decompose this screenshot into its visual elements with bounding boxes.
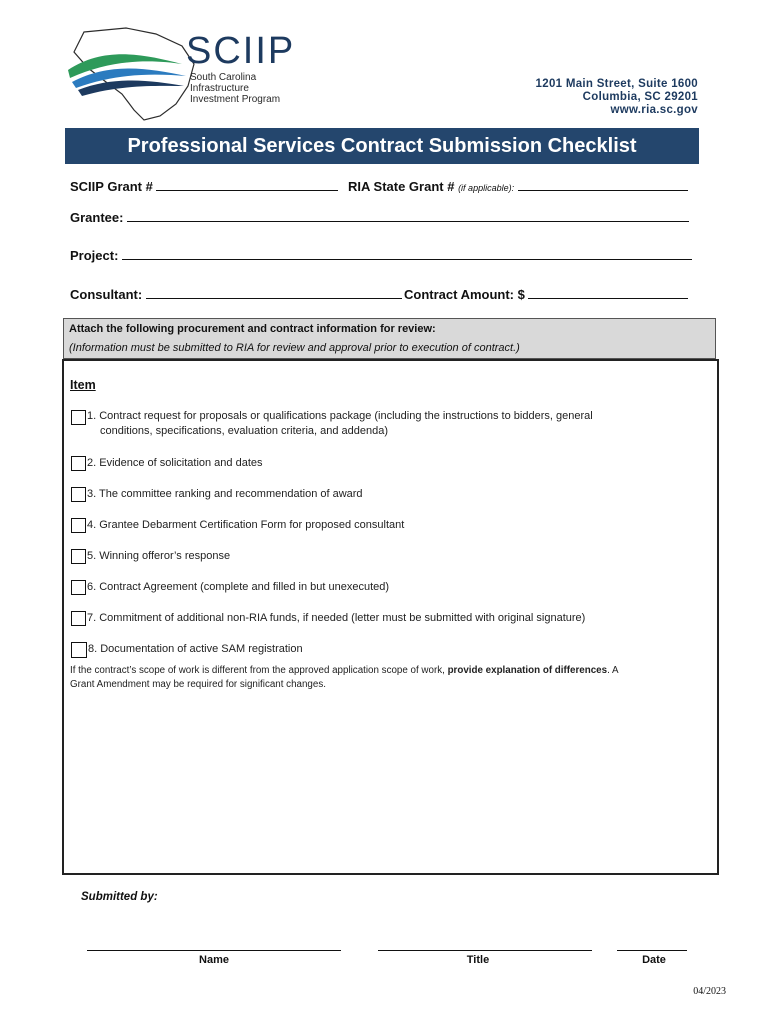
address-block — [536, 78, 698, 117]
date-label: Date — [642, 954, 666, 966]
item-6-checkbox[interactable] — [71, 580, 86, 595]
address-street: 1201 Main Street, Suite 1600 — [535, 78, 698, 90]
sciip-grant-line[interactable] — [156, 178, 338, 191]
grantee-line[interactable] — [127, 209, 689, 222]
ria-grant-line[interactable] — [518, 178, 688, 191]
item-8-label: 8. Documentation of active SAM registration — [88, 643, 303, 655]
submitted-by-label: Submitted by: — [81, 891, 158, 903]
item-4-label: 4. Grantee Debarment Certification Form for proposed consultant — [87, 519, 405, 531]
item-3-label: 3. The committee ranking and recommendation of award — [87, 488, 363, 500]
attach-note: (Information must be submitted to RIA for review and approval prior to execution of contract.) — [69, 342, 520, 354]
title-label: Title — [466, 954, 490, 966]
sciip-grant-field[interactable]: SCIIP Grant # — [70, 178, 338, 194]
revision-date: 04/2023 — [693, 986, 726, 997]
address-city: Columbia, SC 29201 — [582, 91, 698, 103]
logo-wordmark: SCIIP — [186, 30, 296, 72]
project-line[interactable] — [122, 247, 692, 260]
item-8-checkbox[interactable] — [71, 642, 87, 658]
page-title: Professional Services Contract Submission Checklist — [65, 128, 699, 164]
item-2-checkbox[interactable] — [71, 456, 86, 471]
contract-amount-line[interactable] — [528, 286, 688, 299]
item-7-label: 7. Commitment of additional non-RIA funds, if needed (letter must be submitted with original signature) — [87, 612, 586, 624]
date-signature-line[interactable] — [617, 950, 687, 951]
logo-subtitle: South Carolina Infrastructure Investment Program — [190, 72, 281, 105]
item-5-label: 5. Winning offeror’s response — [87, 550, 231, 562]
grantee-field[interactable]: Grantee: — [70, 209, 689, 225]
address-website[interactable]: www.ria.sc.gov — [610, 104, 698, 116]
consultant-line[interactable] — [146, 286, 402, 299]
title-signature-line[interactable] — [378, 950, 592, 951]
name-signature-line[interactable] — [87, 950, 341, 951]
item-1-label: 1. Contract request for proposals or qualifications package (including the instructions to bidders, general conditions, specifications, evaluation criteria, and addenda) — [87, 410, 593, 437]
consultant-field[interactable]: Consultant: — [70, 286, 402, 302]
item-4-checkbox[interactable] — [71, 518, 86, 533]
item-2-label: 2. Evidence of solicitation and dates — [87, 457, 263, 469]
item-7-checkbox[interactable] — [71, 611, 86, 626]
item-1-checkbox[interactable] — [71, 410, 86, 425]
item-heading: Item — [70, 378, 96, 392]
item-3-checkbox[interactable] — [71, 487, 86, 502]
item-6-label: 6. Contract Agreement (complete and filled in but unexecuted) — [87, 581, 390, 593]
scope-change-note: If the contract’s scope of work is different from the approved application scope of work, provide explanation of differences. A Grant Amendment may be required for significant changes. — [70, 665, 618, 690]
name-label: Name — [199, 954, 229, 966]
attach-instructions — [63, 318, 716, 359]
contract-amount-field[interactable]: Contract Amount: $ — [404, 286, 688, 302]
attach-heading: Attach the following procurement and contract information for review: — [69, 323, 436, 335]
item-5-checkbox[interactable] — [71, 549, 86, 564]
project-field[interactable]: Project: — [70, 247, 692, 263]
ria-grant-field[interactable]: RIA State Grant # (if applicable): — [348, 178, 688, 194]
